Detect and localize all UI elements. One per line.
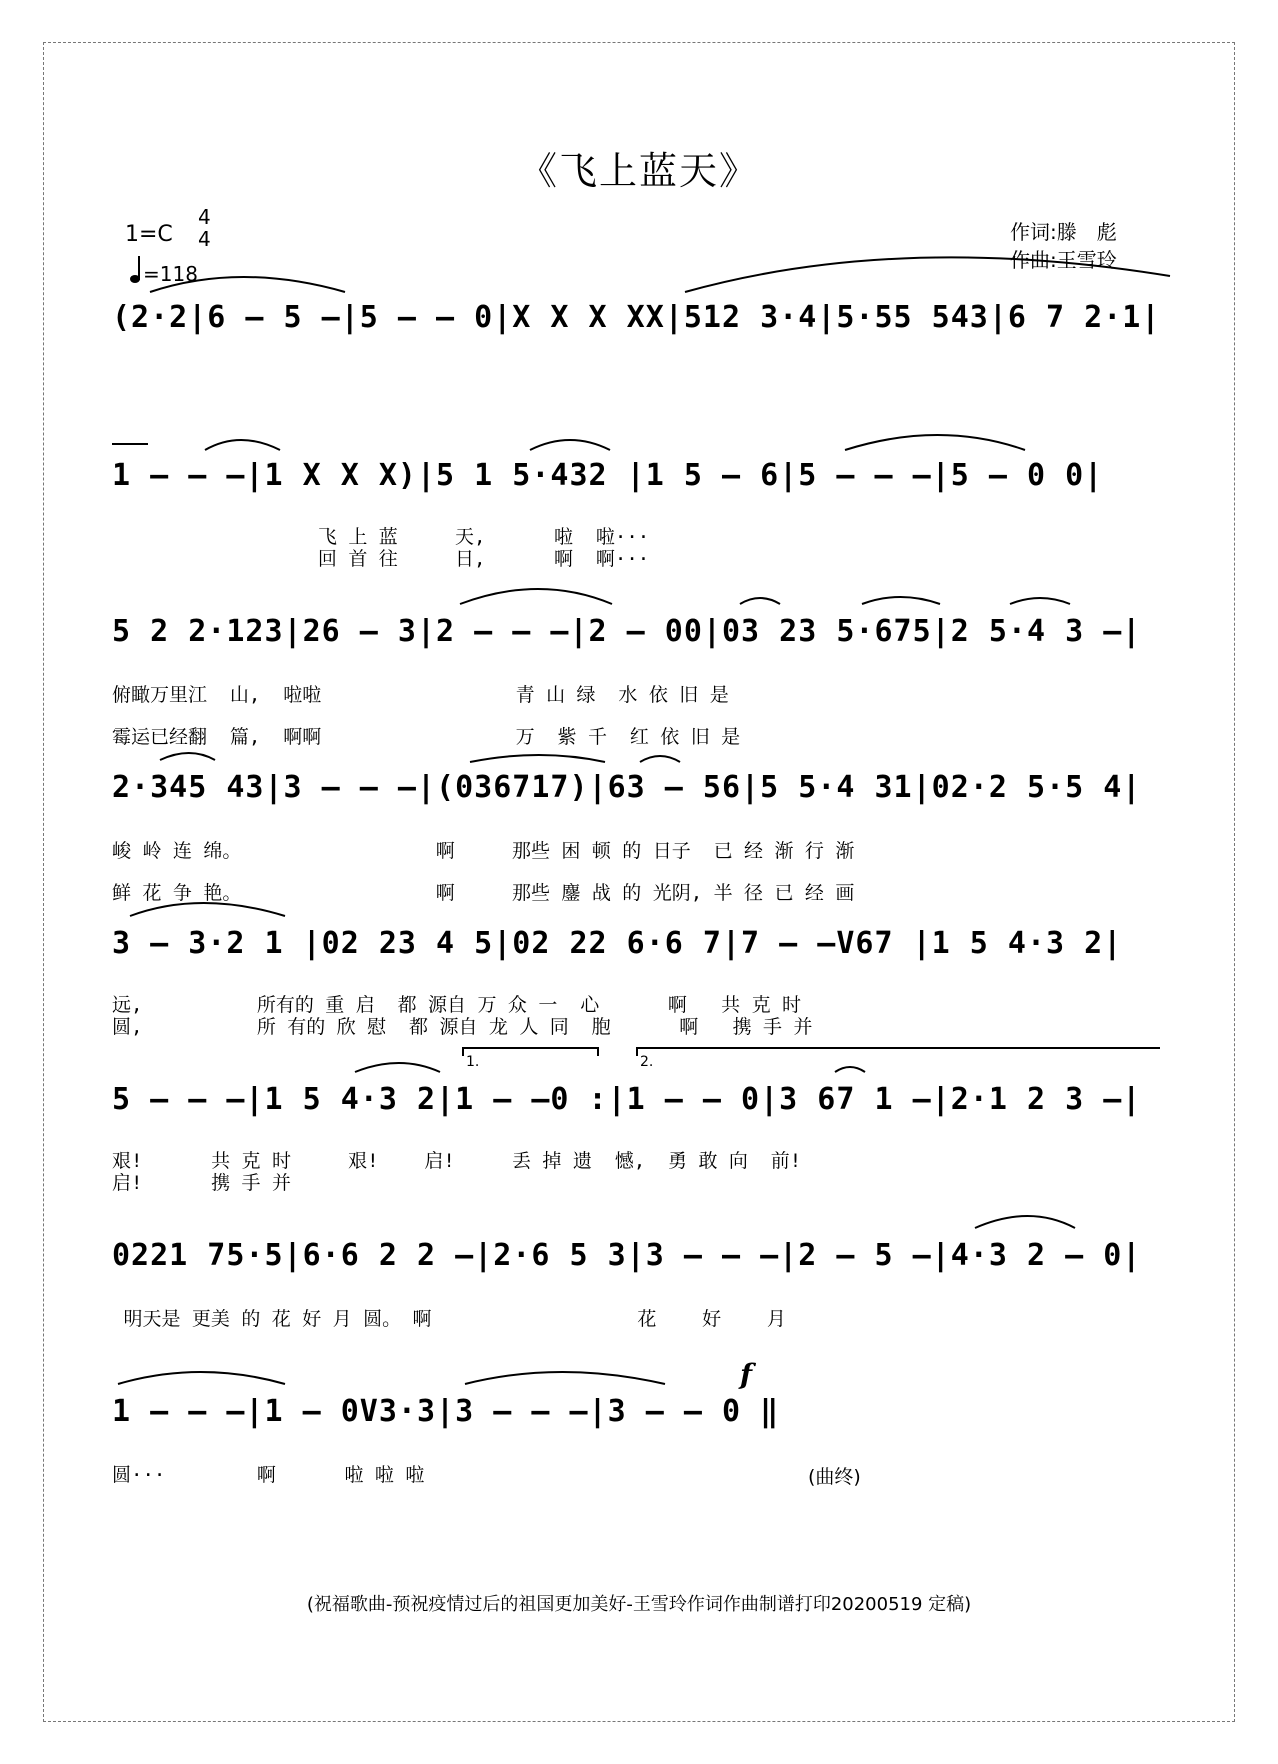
slur [150, 277, 345, 292]
tempo-value: =118 [143, 262, 198, 286]
lyric-verse-1: 飞 上 蓝 天, 啦 啦··· [112, 526, 650, 548]
composer: 作曲:王雪玲 [1010, 248, 1117, 272]
slur [845, 435, 1025, 450]
notation-line: 5 – – –|1 5 4·3 2|1 – –0 :|1 – – 0|3 67 1 –|2·1 2 3 –| [112, 1082, 1142, 1117]
slur [740, 598, 780, 604]
notation-line: 1 – – –|1 – 0V3·3|3 – – –|3 – – 0 ‖ [112, 1394, 780, 1429]
slur [835, 1067, 865, 1072]
lyricist: 作词:滕 彪 [1010, 220, 1117, 244]
volta-bracket-1 [463, 1048, 598, 1056]
slur [975, 1216, 1075, 1228]
lyric-verse-2: 启! 携 手 并 [112, 1172, 291, 1194]
slur [460, 589, 612, 604]
slur [160, 753, 215, 760]
slur [862, 597, 940, 604]
notation-line: (2·2|6 – 5 –|5 – – 0|X X X XX|512 3·4|5·55 543|6 7 2·1| [112, 300, 1161, 335]
song-title: 《飞上蓝天》 [518, 149, 759, 193]
slur [205, 440, 280, 450]
lyric-verse-1: 峻 岭 连 绵。 啊 那些 困 顿 的 日子 已 经 渐 行 渐 [112, 840, 855, 862]
notation-line: 2·345 43|3 – – –|(036717)|63 – 56|5 5·4 31|02·2 5·5 4| [112, 770, 1142, 805]
notation-line: 3 – 3·2 1 |02 23 4 5|02 22 6·6 7|7 – –V67 |1 5 4·3 2| [112, 926, 1123, 961]
lyric-verse-2: 圆, 所 有的 欣 慰 都 源自 龙 人 同 胞 啊 携 手 并 [112, 1016, 813, 1038]
volta-bracket-2 [637, 1048, 1160, 1056]
slur [465, 1372, 665, 1384]
lyric-verse-1: 艰! 共 克 时 艰! 启! 丢 掉 遗 憾, 勇 敢 向 前! [112, 1150, 802, 1172]
slur [130, 903, 285, 916]
slur [355, 1063, 440, 1072]
lyric-verse-1: 俯瞰万里江 山, 啦啦 青 山 绿 水 依 旧 是 [112, 684, 729, 706]
slur [1010, 598, 1070, 604]
lyric-verse-1: 圆··· 啊 啦 啦 啦 [112, 1464, 425, 1486]
slur [685, 257, 1170, 292]
lyric-verse-2: 回 首 往 日, 啊 啊··· [112, 548, 650, 570]
dynamic-mark: f [740, 1358, 753, 1391]
lyric-verse-1: 明天是 更美 的 花 好 月 圆。 啊 花 好 月 [112, 1308, 786, 1330]
notation-line: 1 – – –|1 X X X)|5 1 5·432 |1 5 – 6|5 – – –|5 – 0 0| [112, 458, 1104, 493]
end-text: (曲终) [808, 1466, 861, 1488]
notation-line: 5 2 2·123|26 – 3|2 – – –|2 – 00|03 23 5·675|2 5·4 3 –| [112, 614, 1142, 649]
volta-label-2: 2. [640, 1054, 654, 1070]
slur [530, 440, 610, 450]
slur [470, 755, 605, 762]
time-signature-bottom: 4 [198, 227, 211, 251]
slur [640, 756, 680, 762]
lyric-verse-1: 远, 所有的 重 启 都 源自 万 众 一 心 啊 共 克 时 [112, 994, 802, 1016]
lyric-verse-2: 霉运已经翻 篇, 啊啊 万 紫 千 红 依 旧 是 [112, 726, 741, 748]
time-signature-top: 4 [198, 205, 211, 229]
lyric-verse-2: 鲜 花 争 艳。 啊 那些 鏖 战 的 光阴, 半 径 已 经 画 [112, 882, 855, 904]
volta-label-1: 1. [466, 1054, 480, 1070]
key-signature: 1=C [125, 222, 173, 247]
slur [118, 1372, 285, 1384]
notation-line: 0221 75·5|6·6 2 2 –|2·6 5 3|3 – – –|2 – 5 –|4·3 2 – 0| [112, 1238, 1142, 1273]
footer-note: (祝福歌曲-预祝疫情过后的祖国更加美好-王雪玲作词作曲制谱打印20200519 定稿) [306, 1594, 972, 1615]
